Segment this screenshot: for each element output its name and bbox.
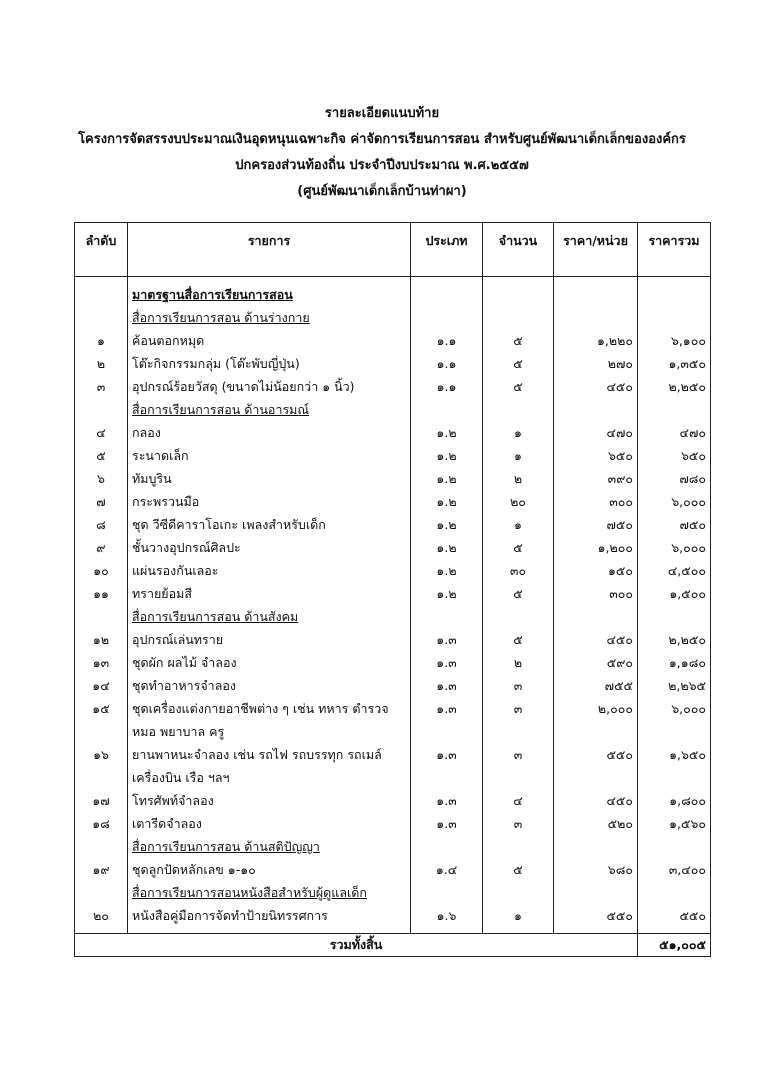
col-header-no: ลำดับ (75, 223, 128, 277)
row-qty: ๔ (483, 789, 554, 812)
row-no: ๑๙ (75, 858, 128, 881)
row-qty: ๒ (483, 467, 554, 490)
row-total: ๔,๕๐๐ (638, 559, 711, 582)
row-total: ๑,๘๐๐ (638, 789, 711, 812)
row-price: ๗๕๕ (554, 674, 638, 697)
row-qty: ๓ (483, 812, 554, 835)
row-qty: ๕ (483, 628, 554, 651)
row-total: ๓,๔๐๐ (638, 858, 711, 881)
row-price: ๓๐๐ (554, 490, 638, 513)
section-row (75, 835, 711, 858)
row-qty: ๕ (483, 352, 554, 375)
row-type: ๑.๒ (411, 421, 483, 444)
row-no: ๔ (75, 421, 128, 444)
row-price: ๑,๒๐๐ (554, 536, 638, 559)
main-heading-row (75, 277, 711, 307)
row-item: อุปกรณ์ร้อยวัสดุ (ขนาดไม่น้อยกว่า ๑ นิ้ว) (128, 375, 411, 398)
row-no: ๑๖ (75, 743, 128, 766)
row-item-continued: หมอ พยาบาล ครู (128, 720, 411, 743)
row-no: ๑๔ (75, 674, 128, 697)
section-heading: สื่อการเรียนการสอน ด้านสังคม (132, 609, 299, 624)
row-type: ๑.๒ (411, 536, 483, 559)
row-no: ๑๕ (75, 697, 128, 720)
col-header-price: ราคา/หน่วย (554, 223, 638, 277)
row-type: ๑.๑ (411, 375, 483, 398)
row-price: ๗๕๐ (554, 513, 638, 536)
row-total: ๖,๐๐๐ (638, 697, 711, 720)
row-total: ๖,๐๐๐ (638, 490, 711, 513)
row-total: ๑,๑๘๐ (638, 651, 711, 674)
table-row (75, 582, 711, 605)
table-row (75, 513, 711, 536)
table-row (75, 444, 711, 467)
row-item: ทัมบูริน (128, 467, 411, 490)
row-no: ๓ (75, 375, 128, 398)
row-no: ๑๑ (75, 582, 128, 605)
row-total: ๖,๐๐๐ (638, 536, 711, 559)
row-price: ๒๗๐ (554, 352, 638, 375)
row-type: ๑.๔ (411, 858, 483, 881)
row-qty: ๕ (483, 582, 554, 605)
row-price: ๕๕๐ (554, 743, 638, 766)
table-row (75, 812, 711, 835)
row-total: ๒,๒๕๐ (638, 628, 711, 651)
row-price: ๕๙๐ (554, 651, 638, 674)
row-qty: ๑ (483, 513, 554, 536)
row-item: ชุดผัก ผลไม้ จำลอง (128, 651, 411, 674)
row-item: ระนาดเล็ก (128, 444, 411, 467)
table-row (75, 536, 711, 559)
row-no: ๗ (75, 490, 128, 513)
row-total: ๒,๒๕๐ (638, 375, 711, 398)
row-total: ๗๕๐ (638, 513, 711, 536)
row-qty: ๕ (483, 329, 554, 352)
table-row (75, 490, 711, 513)
row-price: ๓๐๐ (554, 582, 638, 605)
row-type: ๑.๒ (411, 444, 483, 467)
row-price: ๔๕๐ (554, 789, 638, 812)
row-item: โทรศัพท์จำลอง (128, 789, 411, 812)
row-price: ๓๙๐ (554, 467, 638, 490)
row-price: ๕๒๐ (554, 812, 638, 835)
row-type: ๑.๒ (411, 582, 483, 605)
row-total: ๔๗๐ (638, 421, 711, 444)
table-row-continuation (75, 720, 711, 743)
table-header-row (75, 223, 711, 277)
table-row (75, 904, 711, 927)
row-item: ค้อนตอกหมุด (128, 329, 411, 352)
section-heading: สื่อการเรียนการสอน ด้านอารมณ์ (132, 402, 310, 417)
row-price: ๖๘๐ (554, 858, 638, 881)
row-price: ๒,๐๐๐ (554, 697, 638, 720)
row-price: ๖๕๐ (554, 444, 638, 467)
table-row-continuation (75, 766, 711, 789)
row-qty: ๑ (483, 444, 554, 467)
row-type: ๑.๓ (411, 628, 483, 651)
grand-total: ๕๑,๐๐๕ (638, 934, 711, 957)
row-type: ๑.๓ (411, 743, 483, 766)
row-no: ๑๐ (75, 559, 128, 582)
row-type: ๑.๖ (411, 904, 483, 927)
row-no: ๒ (75, 352, 128, 375)
row-qty: ๒๐ (483, 490, 554, 513)
row-price: ๔๕๐ (554, 375, 638, 398)
table-row (75, 743, 711, 766)
row-type: ๑.๒ (411, 513, 483, 536)
row-item-continued: เครื่องบิน เรือ ฯลฯ (128, 766, 411, 789)
table-row (75, 628, 711, 651)
row-type: ๑.๓ (411, 812, 483, 835)
document-header (0, 101, 764, 205)
row-item: ชุดเครื่องแต่งกายอาชีพต่าง ๆ เช่น ทหาร ตำรวจ (128, 697, 411, 720)
header-fiscal-year: ปกครองส่วนท้องถิ่น ประจำปีงบประมาณ พ.ศ.๒๕๕๗ (235, 158, 529, 173)
row-total: ๕๕๐ (638, 904, 711, 927)
row-qty: ๓ (483, 697, 554, 720)
row-item: ชั้นวางอุปกรณ์ศิลปะ (128, 536, 411, 559)
row-no: ๑๘ (75, 812, 128, 835)
row-price: ๑,๒๒๐ (554, 329, 638, 352)
section-row (75, 881, 711, 904)
table-row (75, 559, 711, 582)
table-row (75, 858, 711, 881)
row-price: ๕๕๐ (554, 904, 638, 927)
table-row (75, 352, 711, 375)
row-type: ๑.๑ (411, 329, 483, 352)
section-heading: สื่อการเรียนการสอนหนังสือสำหรับผู้ดูแลเด็ก (132, 885, 367, 900)
col-header-qty: จำนวน (483, 223, 554, 277)
col-header-total: ราคารวม (638, 223, 711, 277)
total-label: รวมทั้งสิ้น (75, 934, 638, 957)
row-type: ๑.๓ (411, 674, 483, 697)
row-no: ๑๗ (75, 789, 128, 812)
total-row (75, 934, 711, 957)
header-center-name: (ศูนย์พัฒนาเด็กเล็กบ้านท่าผา) (297, 184, 467, 199)
section-heading: สื่อการเรียนการสอน ด้านสติปัญญา (132, 839, 320, 854)
row-no: ๙ (75, 536, 128, 559)
row-item: กลอง (128, 421, 411, 444)
row-qty: ๓ (483, 743, 554, 766)
row-price: ๔๕๐ (554, 628, 638, 651)
section-row (75, 605, 711, 628)
main-heading: มาตรฐานสื่อการเรียนการสอน (132, 287, 293, 302)
row-item: หนังสือคู่มือการจัดทำป้ายนิทรรศการ (128, 904, 411, 927)
row-type: ๑.๒ (411, 559, 483, 582)
section-heading: สื่อการเรียนการสอน ด้านร่างกาย (132, 310, 310, 325)
table-row (75, 375, 711, 398)
row-item: ชุดลูกปัดหลักเลข ๑-๑๐ (128, 858, 411, 881)
row-qty: ๒ (483, 651, 554, 674)
header-project: โครงการจัดสรรงบประมาณเงินอุดหนุนเฉพาะกิจ ค่าจัดการเรียนการสอน สำหรับศูนย์พัฒนาเด็กเล็กขององค์กร (78, 132, 686, 147)
row-qty: ๕ (483, 536, 554, 559)
row-qty: ๑ (483, 904, 554, 927)
table-row (75, 674, 711, 697)
row-no: ๕ (75, 444, 128, 467)
row-total: ๑,๕๖๐ (638, 812, 711, 835)
row-qty: ๑ (483, 421, 554, 444)
row-no: ๖ (75, 467, 128, 490)
row-qty: ๕ (483, 858, 554, 881)
row-item: ทรายย้อมสี (128, 582, 411, 605)
row-total: ๖,๑๐๐ (638, 329, 711, 352)
section-row (75, 306, 711, 329)
row-item: กระพรวนมือ (128, 490, 411, 513)
row-item: อุปกรณ์เล่นทราย (128, 628, 411, 651)
header-title: รายละเอียดแนบท้าย (324, 106, 440, 121)
row-type: ๑.๒ (411, 467, 483, 490)
row-price: ๑๕๐ (554, 559, 638, 582)
row-type: ๑.๓ (411, 697, 483, 720)
row-total: ๑,๓๕๐ (638, 352, 711, 375)
row-item: ยานพาหนะจำลอง เช่น รถไฟ รถบรรทุก รถเมล์ (128, 743, 411, 766)
table-row (75, 651, 711, 674)
row-total: ๒,๒๖๕ (638, 674, 711, 697)
table-row (75, 467, 711, 490)
row-item: เตารีดจำลอง (128, 812, 411, 835)
row-total: ๑,๕๐๐ (638, 582, 711, 605)
row-type: ๑.๓ (411, 651, 483, 674)
row-qty: ๓ (483, 674, 554, 697)
row-item: ชุดทำอาหารจำลอง (128, 674, 411, 697)
row-type: ๑.๓ (411, 789, 483, 812)
row-total: ๗๘๐ (638, 467, 711, 490)
row-no: ๑๓ (75, 651, 128, 674)
col-header-type: ประเภท (411, 223, 483, 277)
row-no: ๑๒ (75, 628, 128, 651)
row-type: ๑.๑ (411, 352, 483, 375)
row-item: ชุด วีซีดีคาราโอเกะ เพลงสำหรับเด็ก (128, 513, 411, 536)
row-qty: ๓๐ (483, 559, 554, 582)
row-no: ๘ (75, 513, 128, 536)
table-row (75, 421, 711, 444)
row-no: ๒๐ (75, 904, 128, 927)
row-total: ๖๕๐ (638, 444, 711, 467)
section-row (75, 398, 711, 421)
table-row (75, 329, 711, 352)
row-item: แผ่นรองกันเลอะ (128, 559, 411, 582)
col-header-item: รายการ (128, 223, 411, 277)
row-total: ๑,๖๕๐ (638, 743, 711, 766)
row-qty: ๕ (483, 375, 554, 398)
table-row (75, 789, 711, 812)
row-item: โต๊ะกิจกรรมกลุ่ม (โต๊ะพับญี่ปุ่น) (128, 352, 411, 375)
items-table (74, 222, 711, 957)
row-price: ๔๗๐ (554, 421, 638, 444)
row-type: ๑.๒ (411, 490, 483, 513)
table-row (75, 697, 711, 720)
row-no: ๑ (75, 329, 128, 352)
